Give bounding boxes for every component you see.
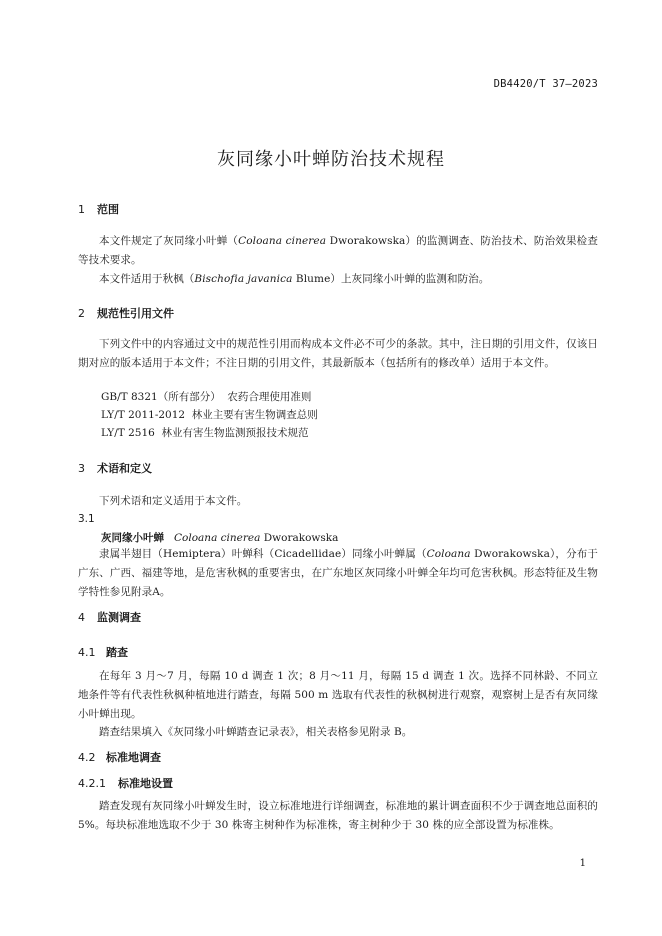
subsection-title: 踏查 bbox=[106, 646, 128, 659]
section-3-heading bbox=[78, 460, 152, 476]
latin-genus: Coloana bbox=[426, 548, 471, 560]
subsection-4-2-1-paragraph: 踏查发现有灰同缘小叶蝉发生时，设立标准地进行详细调查，标准地的累计调查面积不少于调查地总面积的 5%。每块标准地选取不少于 30 株寄主树种作为标准株，寄主树种少于 30 株的应全部设置为标准株。 bbox=[78, 800, 598, 831]
section-number: 4 bbox=[78, 611, 85, 624]
section-number: 3 bbox=[78, 462, 85, 475]
section-title: 规范性引用文件 bbox=[97, 307, 174, 320]
section-2-heading bbox=[78, 305, 174, 321]
subsection-4-2-heading bbox=[78, 749, 161, 765]
subsection-title: 标准地设置 bbox=[118, 777, 173, 790]
section-1-paragraph-1: 本文件规定了灰同缘小叶蝉（Coloana cinerea Dworakowska）的监测调查、防治技术、防治效果检查等技术要求。 bbox=[78, 235, 598, 266]
section-title: 监测调查 bbox=[97, 611, 141, 624]
latin-name: Coloana cinerea bbox=[238, 235, 327, 247]
section-4-heading bbox=[78, 609, 141, 625]
subsection-4-1-paragraph-2: 踏查结果填入《灰同缘小叶蝉踏查记录表》，相关表格参见附录 B。 bbox=[99, 726, 413, 738]
reference-item: LY/T 2516 林业有害生物监测预报技术规范 bbox=[101, 427, 309, 439]
term-latin-name: Coloana cinerea bbox=[174, 532, 261, 544]
section-1-paragraph-2: 本文件适用于秋枫（Bischofia javanica Blume）上灰同缘小叶蝉的监测和防治。 bbox=[99, 273, 490, 285]
section-2-paragraph: 下列文件中的内容通过文中的规范性引用而构成本文件必不可少的条款。其中，注日期的引用文件，仅该日期对应的版本适用于本文件；不注日期的引用文件，其最新版本（包括所有的修改单）适用于本文件。 bbox=[78, 338, 598, 369]
page-number: 1 bbox=[579, 858, 586, 869]
section-title: 术语和定义 bbox=[97, 462, 152, 475]
section-number: 2 bbox=[78, 307, 85, 320]
page-title: 灰同缘小叶蝉防治技术规程 bbox=[217, 149, 445, 170]
subsection-4-1-paragraph-1: 在每年 3 月～7 月，每隔 10 d 调查 1 次；8 月～11 月，每隔 15 d 调查 1 次。选择不同林龄、不同立地条件等有代表性秋枫种植地进行踏查，每隔 500 m 选取有代表性的秋枫树进行观察，观察树上是否有灰同缘小叶蝉出现。 bbox=[78, 670, 598, 720]
term-chinese-name: 灰同缘小叶蝉 bbox=[101, 532, 164, 544]
reference-item: LY/T 2011-2012 林业主要有害生物调查总则 bbox=[101, 409, 318, 421]
section-number: 1 bbox=[78, 203, 85, 216]
subsection-number: 4.1 bbox=[78, 646, 96, 659]
subsection-title: 标准地调查 bbox=[106, 751, 161, 764]
term-definition: 隶属半翅目（Hemiptera）叶蝉科（Cicadellidae）同缘小叶蝉属（Coloana Dworakowska），分布于广东、广西、福建等地，是危害秋枫的重要害虫，在广东地区灰同缘小叶蝉全年均可危害秋枫。形态特征及生物学特性参见附录A。 bbox=[78, 548, 598, 598]
latin-name: Bischofia javanica bbox=[194, 273, 293, 285]
subsection-4-2-1-heading bbox=[78, 775, 173, 791]
subsection-4-1-heading bbox=[78, 644, 128, 660]
subsection-number: 4.2 bbox=[78, 751, 96, 764]
subsection-number: 4.2.1 bbox=[78, 777, 106, 790]
term-title: 灰同缘小叶蝉 Coloana cinerea Dworakowska bbox=[101, 532, 339, 544]
document-code: DB4420/T 37—2023 bbox=[493, 78, 598, 90]
section-1-heading bbox=[78, 201, 119, 217]
reference-item: GB/T 8321（所有部分） 农药合理使用准则 bbox=[101, 391, 312, 403]
section-title: 范围 bbox=[97, 203, 119, 216]
term-number: 3.1 bbox=[78, 513, 95, 525]
section-3-paragraph: 下列术语和定义适用于本文件。 bbox=[99, 495, 248, 507]
